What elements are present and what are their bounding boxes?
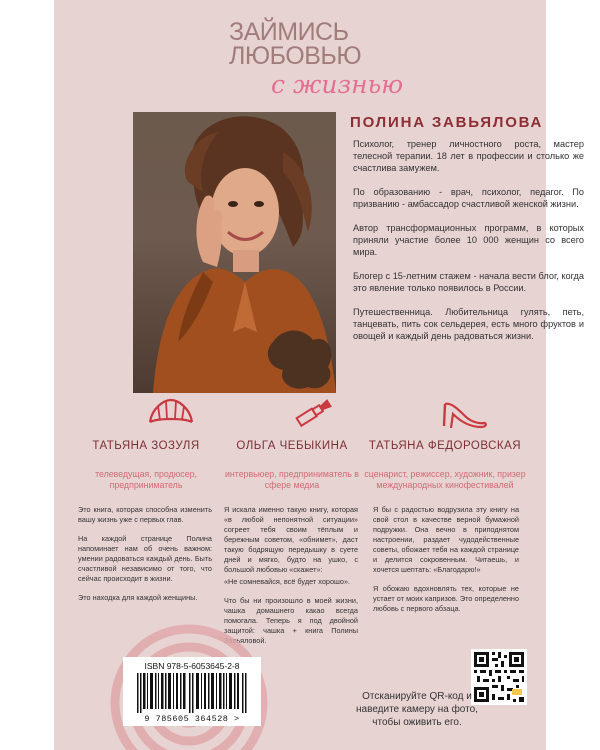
- review-paragraph: Я обожаю вдохновлять тех, которые не устает от моих капризов. Это определенно любовь с первого абзаца.: [373, 584, 519, 613]
- reviewer-chebykina: [218, 440, 366, 491]
- isbn-label: ISBN 978-5-6053645-2-8: [144, 661, 240, 671]
- review-paragraph: «Не сомневайся, всё будет хорошо».: [224, 577, 351, 586]
- lipstick-icon: [292, 396, 336, 428]
- review-zozulya: [78, 505, 212, 612]
- author-photo: [133, 112, 336, 393]
- reviewer-name: ТАТЬЯНА ФЕДОРОВСКАЯ: [368, 440, 522, 452]
- bio-paragraph: По образованию - врач, психолог, педагог. По призванию - амбассадор счастливой женской жизни.: [353, 187, 584, 209]
- review-fedorovskaya: [373, 505, 519, 623]
- bio-paragraph: Автор трансформационных программ, в которых приняли участие более 10 000 женщин со всего мира.: [353, 223, 584, 257]
- title-line-1: ЗАЙМИСЬ: [229, 18, 349, 46]
- review-paragraph: Что бы ни произошло в моей жизни, чашка домашнего какао всегда помогала. Теперь я под двойной защитой: чашка + книга Полины Завьяловой.: [224, 596, 358, 645]
- qr-instructions: Отсканируйте QR-код и наведите камеру на фото, чтобы оживить его.: [356, 691, 478, 728]
- author-bio: [353, 138, 584, 354]
- reviewer-role: сценарист, режиссер, художник, призер международных кинофестивалей: [364, 469, 526, 490]
- book-subtitle: с жизнью: [271, 70, 404, 99]
- book-back-cover: [54, 0, 584, 750]
- review-paragraph: Я искала именно такую книгу, которая «в любой непонятной ситуации» согреет тебя своим тёплым и бережным советом, «обнимет», даст такую бодрящую передышку в суете дней и мягко, будто на ушко, с большой любовью «скажет»:: [224, 505, 358, 574]
- reviewer-name: ОЛЬГА ЧЕБЫКИНА: [236, 440, 348, 452]
- title-line-2: ЛЮБОВЬЮ: [229, 42, 362, 70]
- author-name: ПОЛИНА ЗАВЬЯЛОВА: [350, 114, 544, 131]
- review-paragraph: Я бы с радостью водрузила эту книгу на свой стол в качестве верной бумажной подружки. Она вечно в приподнятом настроении, раздает чудодейственные советы, обожает тебя на каждой странице и делится сокровенным. Читаешь, и хочется шептать: «Благодарю!»: [373, 505, 519, 574]
- croissant-icon: [146, 396, 196, 430]
- reviewer-role: телеведущая, продюсер, предприниматель: [95, 469, 197, 490]
- isbn-barcode: [123, 657, 261, 726]
- isbn-digits: 9 785605 364528 >: [144, 714, 240, 724]
- reviewer-zozulya: [72, 440, 220, 491]
- review-paragraph: Это находка для каждой женщины.: [78, 593, 198, 602]
- reviewer-role: интервьюер, предприниматель в сфере медиа: [225, 469, 359, 490]
- reviewer-name: ТАТЬЯНА ЗОЗУЛЯ: [92, 440, 200, 452]
- review-paragraph: На каждой странице Полина напоминает нам об очень важном: умении радоваться каждый день. Быть счастливой независимо от того, что сейчас происходит в жизни.: [78, 534, 212, 583]
- author-portrait-illustration: [133, 112, 336, 393]
- book-title: [229, 20, 429, 68]
- bio-paragraph: Психолог, тренер личностного роста, мастер телесной терапии. 18 лет в профессии и столько же счастлива замужем.: [353, 139, 584, 173]
- bio-paragraph: Путешественница. Любительница гулять, петь, танцевать, пить сок сельдерея, есть много фруктов и овощей и каждый день радоваться жизни.: [353, 307, 584, 341]
- review-paragraph: Это книга, которая способна изменить вашу жизнь уже с первых глав.: [78, 505, 212, 524]
- bio-paragraph: Блогер с 15-летним стажем - начала вести блог, когда это явление только появилось в России.: [353, 271, 584, 293]
- barcode-bars: [137, 673, 247, 713]
- reviewer-fedorovskaya: [360, 440, 530, 491]
- high-heel-icon: [441, 396, 489, 432]
